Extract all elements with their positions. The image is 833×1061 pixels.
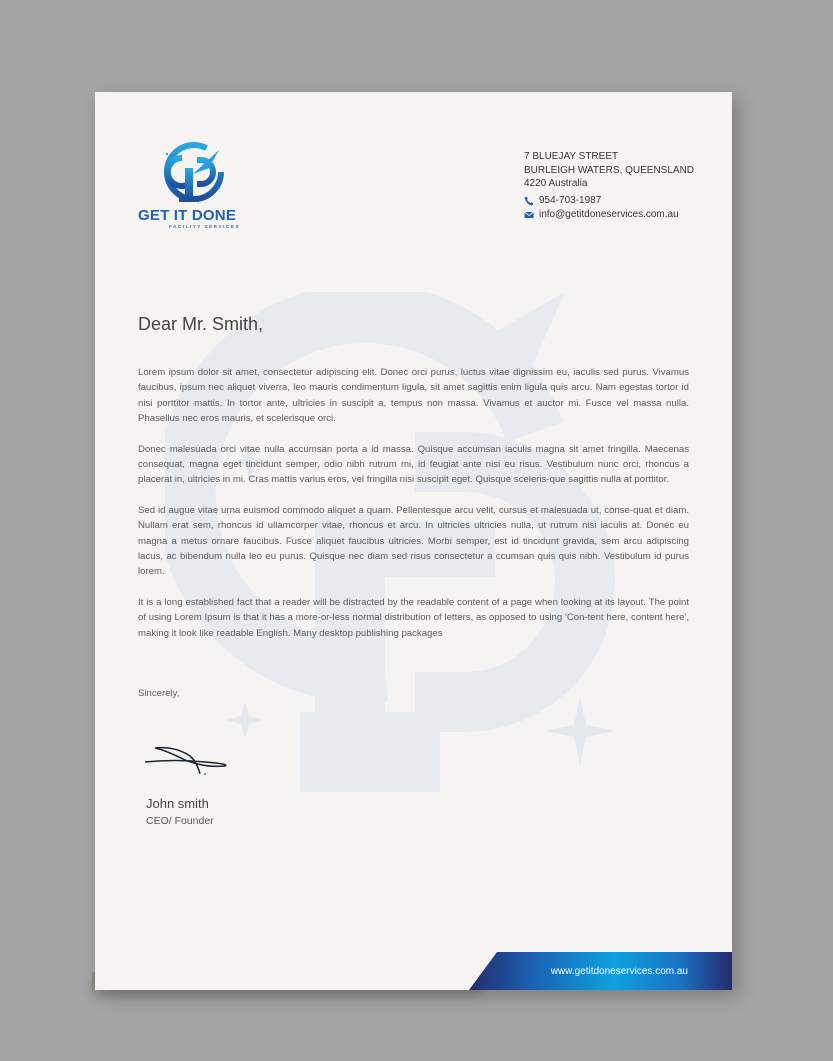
- company-address: [524, 150, 694, 191]
- paragraph: It is a long established fact that a reader will be distracted by the readable content of a page when looking at its layout. The point of using Lorem Ipsum is that it has a more-or-less normal distribution of letters, as opposed to using 'Con-tent here, content here', making it look like readable English. Many desktop publishing packages: [138, 597, 689, 639]
- envelope-icon: [524, 210, 534, 220]
- brand-name: GET IT DONE: [138, 207, 237, 224]
- signature: [145, 742, 230, 787]
- address-line-3: 4220 Australia: [524, 178, 588, 189]
- signer-name: John smith: [146, 796, 209, 811]
- salutation: Dear Mr. Smith,: [138, 314, 264, 334]
- signer-title: CEO/ Founder: [146, 815, 214, 827]
- letter-body: [138, 365, 689, 656]
- paragraph: Lorem ipsum dolor sit amet, consectetur adipiscing elit. Donec orci purus, luctus vitae dignissim eu, iaculis sed purus. Vivamus faucibus, ipsum nec aliquet viverra, leo mauris condimentum ligula, sit amet sagittis enim ligula quis arcu. Nam egestas tortor id nisi porttitor mattis. In tortor ante, ultricies in suscipit a, tempus non massa. Vivamus et auctor mi. Fusce vel massa nulla. Phasellus nec eros mauris, et scelerisque orci.: [138, 367, 689, 424]
- closing: Sincerely,: [138, 688, 180, 699]
- phone-icon: [524, 196, 534, 206]
- brand-tagline: FACILITY SERVICES: [169, 224, 241, 229]
- letterhead-page: [95, 92, 732, 990]
- paragraph: Sed id augue vitae urna euismod commodo aliquet a quam. Pellentesque arcu velit, cursus et malesuada ut, conse-quat et diam. Nullam erat sem, rhoncus id ullamcorper vitae, rhoncus et arcu. In ultricies ultricies nulla, ut rutrum nisi iaculis at. Donec eu magna a metus ornare faucibus. Fusce aliquet faucibus ultricies. Morbi semper, est id tincidunt gravida, sem arcu adipiscing lacus, ac bibendum nulla leo eu purus. Quisque nec diam sed risus consectetur a ccumsan quis quis nibh. Vestibulum id purus lorem.: [138, 505, 689, 578]
- paragraph: Donec malesuada orci vitae nulla accumsan porta a id massa. Quisque accumsan iaculis magna sit amet fringilla. Maecenas consequat, magna eget tincidunt semper, odio nibh rutrum mi, id feugiat ante nisi eu risus. Vestibulum nunc orci, rhoncus a placerat in, ultricies in mi. Cras mattis varius eros, vel fringilla nisi suscipit eget. Quisque sceleris-que sagittis nulla at porttitor.: [138, 443, 689, 486]
- email-row: [524, 209, 679, 220]
- address-line-2: BURLEIGH WATERS, QUEENSLAND: [524, 164, 695, 176]
- address-line-1: 7 BLUEJAY STREET: [524, 151, 619, 162]
- phone-number[interactable]: 954-703-1987: [539, 195, 602, 206]
- email-address[interactable]: info@getitdoneservices.com.au: [539, 209, 679, 220]
- website-link[interactable]: www.getitdoneservices.com.au: [550, 966, 688, 977]
- phone-row: [524, 195, 601, 206]
